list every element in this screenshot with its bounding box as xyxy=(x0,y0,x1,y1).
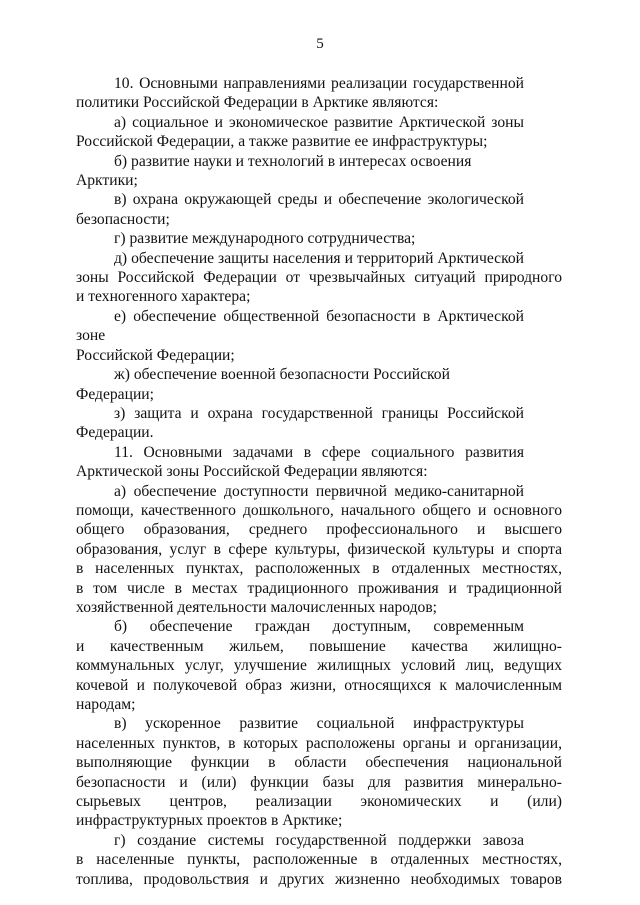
text-line: 11. Основными задачами в сфере социального развития xyxy=(114,443,524,461)
text-line: политики Российской Федерации в Арктике являются: xyxy=(76,94,439,112)
paragraph xyxy=(76,404,562,443)
text-line: в населенных пунктах, расположенных в отдаленных местностях, xyxy=(76,560,562,578)
paragraph xyxy=(76,831,562,889)
text-line: топлива, продовольствия и других жизненно необходимых товаров xyxy=(76,870,562,888)
text-line: и качественным жильем, повышение качества жилищно- xyxy=(76,637,562,655)
text-line: в) охрана окружающей среды и обеспечение экологической xyxy=(114,191,524,209)
paragraph xyxy=(76,714,562,830)
paragraph xyxy=(76,365,562,404)
text-line: и техногенного характера; xyxy=(76,288,251,306)
text-line: в том числе в местах традиционного проживания и традиционной xyxy=(76,579,562,597)
text-line: Российской Федерации; xyxy=(76,346,235,364)
text-line: г) развитие международного сотрудничества; xyxy=(114,230,416,248)
text-line: в) ускоренное развитие социальной инфраструктуры xyxy=(114,715,524,733)
text-line: а) социальное и экономическое развитие Арктической зоны xyxy=(114,113,524,131)
text-line: безопасности; xyxy=(76,210,170,228)
paragraph xyxy=(76,482,562,618)
text-line: г) создание системы государственной поддержки завоза xyxy=(114,831,524,849)
paragraph xyxy=(76,617,562,714)
text-line: инфраструктурных проектов в Арктике; xyxy=(76,812,343,830)
text-line: б) обеспечение граждан доступным, современным xyxy=(114,618,524,636)
text-line: 10. Основными направлениями реализации государственной xyxy=(114,75,524,92)
page-number: 5 xyxy=(316,36,324,52)
text-line: образования, услуг в сфере культуры, физической культуры и спорта xyxy=(76,540,562,558)
paragraph xyxy=(76,249,562,307)
paragraph xyxy=(76,307,562,365)
text-line: з) защита и охрана государственной границы Российской xyxy=(114,404,524,422)
paragraph xyxy=(76,152,562,191)
text-line: выполняющие функции в области обеспечения национальной xyxy=(76,754,562,772)
text-line: ж) обеспечение военной безопасности Российской Федерации; xyxy=(76,366,450,403)
paragraph xyxy=(76,113,562,152)
text-line: хозяйственной деятельности малочисленных народов; xyxy=(76,598,438,616)
text-line: Арктической зоны Российской Федерации являются: xyxy=(76,463,428,481)
text-line: коммунальных услуг, улучшение жилищных условий лиц, ведущих xyxy=(76,657,562,675)
paragraph xyxy=(76,74,562,113)
text-line: народам; xyxy=(76,696,136,713)
text-line: Российской Федерации, а также развитие ее инфраструктуры; xyxy=(76,133,488,151)
text-line: е) обеспечение общественной безопасности в Арктической зоне xyxy=(76,307,524,345)
text-line: общего образования, среднего профессионального и высшего xyxy=(76,521,562,539)
text-line: населенных пунктов, в которых расположены органы и организации, xyxy=(76,734,562,752)
text-line: безопасности и (или) функции базы для развития минерально- xyxy=(76,773,562,791)
text-line: помощи, качественного дошкольного, начального общего и основного xyxy=(76,501,562,519)
text-line: а) обеспечение доступности первичной медико-санитарной xyxy=(114,482,524,500)
text-line: д) обеспечение защиты населения и территорий Арктической xyxy=(114,249,524,267)
paragraph xyxy=(76,443,562,482)
paragraph xyxy=(76,229,562,248)
text-line: сырьевых центров, реализации экономических и (или) xyxy=(76,793,562,811)
text-line: кочевой и полукочевой образ жизни, относящихся к малочисленным xyxy=(76,676,562,694)
text-line: б) развитие науки и технологий в интересах освоения Арктики; xyxy=(76,152,472,190)
text-line: Федерации. xyxy=(76,424,154,442)
text-line: в населенные пункты, расположенные в отдаленных местностях, xyxy=(76,851,562,869)
paragraph xyxy=(76,190,562,229)
text-line: зоны Российской Федерации от чрезвычайных ситуаций природного xyxy=(76,269,562,287)
document-body xyxy=(76,74,562,889)
